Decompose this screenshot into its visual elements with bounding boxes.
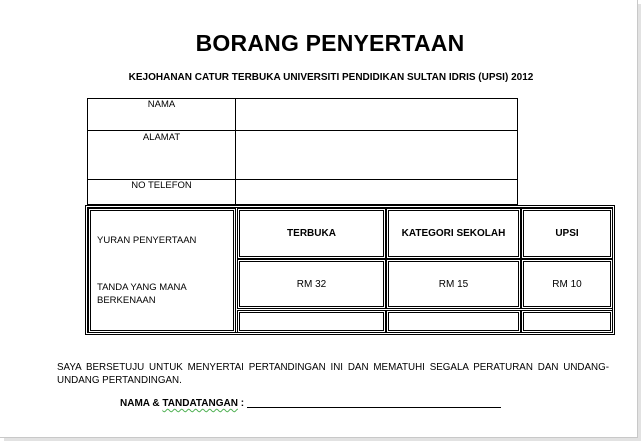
fee-kategori-sekolah: RM 15 bbox=[386, 259, 521, 309]
fee-terbuka: RM 32 bbox=[237, 259, 386, 309]
info-row-name bbox=[88, 99, 517, 131]
signature-label-prefix: NAMA & bbox=[120, 398, 163, 409]
mark-box-terbuka[interactable] bbox=[237, 310, 386, 333]
personal-info-table bbox=[87, 98, 518, 205]
mark-box-kategori-sekolah[interactable] bbox=[386, 310, 521, 333]
fee-table bbox=[85, 205, 615, 335]
form-subtitle: KEJOHANAN CATUR TERBUKA UNIVERSITI PENDIDIKAN SULTAN IDRIS (UPSI) 2012 bbox=[128, 72, 534, 83]
agreement-text: SAYA BERSETUJU UNTUK MENYERTAI PERTANDINGAN INI DAN MEMATUHI SEGALA PERATURAN DAN UNDANG-UNDANG PERTANDINGAN. bbox=[57, 362, 609, 386]
address-field[interactable] bbox=[236, 131, 517, 179]
phone-field[interactable] bbox=[236, 180, 517, 205]
page-edge bbox=[637, 0, 638, 438]
name-label: NAMA bbox=[88, 99, 236, 130]
header-upsi: UPSI bbox=[521, 208, 613, 259]
fee-upsi: RM 10 bbox=[521, 259, 613, 309]
page-shadow bbox=[638, 4, 641, 440]
page-edge bbox=[0, 437, 638, 438]
address-label: ALAMAT bbox=[88, 131, 236, 179]
mark-label: TANDA YANG MANA BERKENAAN bbox=[97, 282, 187, 306]
signature-label-word: TANDATANGAN bbox=[162, 398, 238, 409]
form-title: BORANG PENYERTAAN bbox=[195, 30, 465, 56]
info-row-address bbox=[88, 131, 517, 180]
info-row-phone bbox=[88, 180, 517, 205]
signature-line[interactable] bbox=[247, 407, 501, 408]
mark-box-upsi[interactable] bbox=[521, 310, 613, 333]
header-kategori-sekolah: KATEGORI SEKOLAH bbox=[386, 208, 521, 259]
fee-label: YURAN PENYERTAAN bbox=[97, 235, 197, 246]
fee-label-cell bbox=[88, 208, 236, 333]
header-terbuka: TERBUKA bbox=[237, 208, 386, 259]
signature-label bbox=[120, 398, 244, 409]
phone-label: NO TELEFON bbox=[88, 180, 236, 205]
page-shadow bbox=[4, 438, 641, 441]
name-field[interactable] bbox=[236, 99, 517, 130]
signature-label-suffix: : bbox=[237, 398, 245, 409]
